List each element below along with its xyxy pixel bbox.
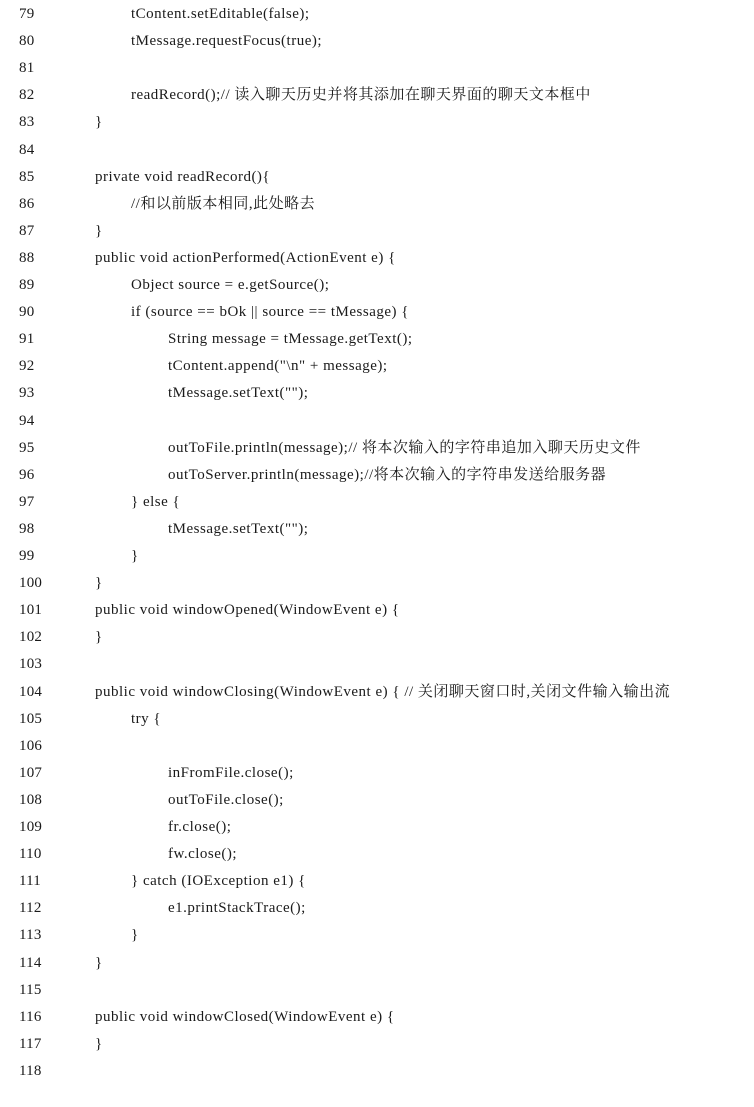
code-line: [0, 191, 754, 218]
line-code: }: [95, 222, 103, 239]
code-line: [0, 706, 754, 733]
line-code: inFromFile.close();: [168, 764, 294, 781]
code-line: [0, 868, 754, 895]
line-code: tContent.append("\n" + message);: [168, 358, 388, 375]
line-code: fr.close();: [168, 819, 232, 835]
code-line: [0, 950, 754, 977]
line-code: public void actionPerformed(ActionEvent e) {: [95, 249, 396, 266]
code-line: [0, 570, 754, 597]
code-line: [0, 408, 754, 435]
line-code: readRecord();// 读入聊天历史并将其添加在聊天界面的聊天文本框中: [131, 87, 591, 104]
line-number: 110: [19, 846, 42, 863]
line-number: 111: [19, 873, 41, 890]
line-code: //和以前版本相同,此处略去: [131, 195, 316, 212]
line-code: } else {: [131, 493, 181, 510]
code-line: [0, 787, 754, 814]
line-code: private void readRecord(){: [95, 168, 271, 185]
code-line: [0, 462, 754, 489]
code-line: [0, 82, 754, 109]
code-line: [0, 55, 754, 82]
line-code: outToFile.println(message);// 将本次输入的字符串追加入聊天历史文件: [168, 439, 641, 456]
line-number: 87: [19, 222, 35, 239]
line-code: }: [95, 1035, 103, 1052]
line-number: 104: [19, 683, 43, 700]
line-number: 94: [19, 412, 35, 429]
line-code: try {: [131, 710, 162, 727]
line-number: 116: [19, 1008, 42, 1025]
line-code: public void windowClosing(WindowEvent e) { // 关闭聊天窗口时,关闭文件输入输出流: [95, 683, 671, 700]
code-line: [0, 489, 754, 516]
code-line: [0, 299, 754, 326]
line-code: if (source == bOk || source == tMessage) {: [131, 304, 409, 321]
code-line: [0, 137, 754, 164]
line-number: 86: [19, 195, 35, 212]
code-line: [0, 624, 754, 651]
line-number: 90: [19, 304, 35, 321]
line-number: 106: [19, 737, 43, 754]
line-number: 83: [19, 114, 35, 131]
line-number: 82: [19, 87, 35, 104]
line-code: }: [95, 575, 103, 592]
code-line: [0, 760, 754, 787]
line-code: tMessage.setText("");: [168, 385, 309, 402]
code-line: [0, 435, 754, 462]
line-number: 102: [19, 629, 43, 646]
line-code: tMessage.requestFocus(true);: [131, 33, 323, 50]
line-number: 85: [19, 168, 35, 185]
code-line: [0, 1031, 754, 1058]
line-number: 92: [19, 358, 35, 375]
line-number: 103: [19, 656, 43, 673]
line-number: 105: [19, 710, 43, 727]
line-number: 99: [19, 548, 35, 564]
code-line: [0, 597, 754, 624]
line-code: fw.close();: [168, 846, 238, 863]
line-code: outToServer.println(message);//将本次输入的字符串发送给服务器: [168, 466, 607, 483]
code-line: [0, 218, 754, 245]
line-number: 80: [19, 33, 35, 50]
line-code: tContent.setEditable(false);: [131, 6, 310, 22]
line-number: 89: [19, 277, 35, 293]
line-code: } catch (IOException e1) {: [131, 873, 306, 890]
line-number: 95: [19, 439, 35, 456]
code-line: [0, 516, 754, 543]
line-number: 109: [19, 819, 43, 835]
line-number: 98: [19, 520, 35, 537]
line-code: public void windowClosed(WindowEvent e) {: [95, 1008, 395, 1025]
line-number: 79: [19, 6, 35, 22]
code-line: [0, 164, 754, 191]
line-code: outToFile.close();: [168, 791, 284, 808]
line-code: tMessage.setText("");: [168, 520, 309, 537]
code-line: [0, 733, 754, 760]
code-line: [0, 272, 754, 299]
line-code: }: [131, 927, 139, 944]
line-code: }: [95, 114, 103, 131]
code-line: [0, 895, 754, 922]
line-number: 81: [19, 60, 35, 77]
line-number: 108: [19, 791, 43, 808]
line-number: 84: [19, 141, 35, 158]
line-number: 91: [19, 331, 35, 348]
line-number: 97: [19, 493, 35, 510]
line-code: String message = tMessage.getText();: [168, 331, 413, 348]
line-number: 100: [19, 575, 43, 592]
line-number: 115: [19, 981, 42, 998]
code-line: [0, 679, 754, 706]
line-number: 118: [19, 1062, 42, 1079]
line-code: }: [95, 954, 103, 971]
line-number: 101: [19, 602, 43, 619]
code-line: [0, 380, 754, 407]
line-number: 114: [19, 954, 42, 971]
code-line: [0, 1, 754, 28]
line-number: 96: [19, 466, 35, 483]
line-number: 112: [19, 900, 42, 917]
code-line: [0, 1058, 754, 1085]
code-line: [0, 651, 754, 678]
code-line: [0, 977, 754, 1004]
line-number: 107: [19, 764, 43, 781]
line-code: e1.printStackTrace();: [168, 900, 306, 917]
code-line: [0, 326, 754, 353]
code-line: [0, 922, 754, 949]
code-line: [0, 841, 754, 868]
code-line: [0, 814, 754, 841]
line-code: }: [95, 629, 103, 646]
line-number: 113: [19, 927, 42, 944]
line-code: public void windowOpened(WindowEvent e) {: [95, 602, 400, 619]
line-code: }: [131, 548, 139, 564]
code-line: [0, 1004, 754, 1031]
code-line: [0, 28, 754, 55]
code-line: [0, 245, 754, 272]
line-number: 117: [19, 1035, 42, 1052]
line-code: Object source = e.getSource();: [131, 277, 330, 293]
code-line: [0, 543, 754, 570]
line-number: 93: [19, 385, 35, 402]
code-line: [0, 109, 754, 136]
code-line: [0, 353, 754, 380]
line-number: 88: [19, 249, 35, 266]
